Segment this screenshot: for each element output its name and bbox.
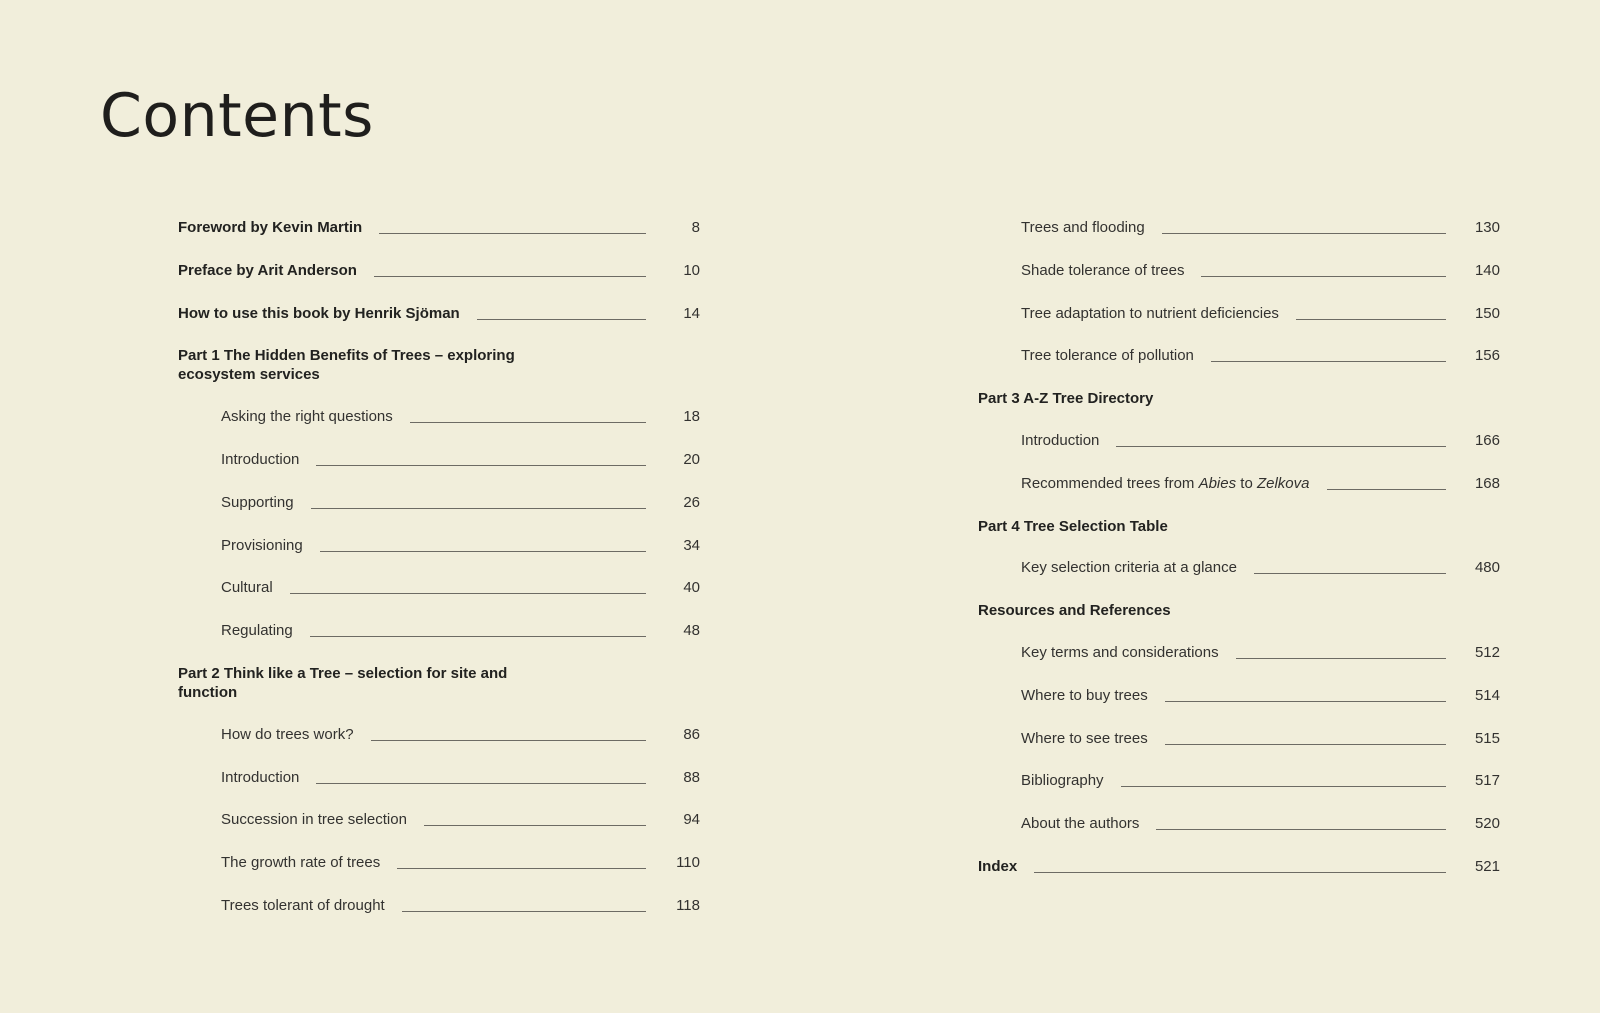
toc-leader-line [1201,275,1446,277]
page-title: Contents [100,81,374,151]
toc-page-number: 168 [1474,474,1500,492]
toc-entry-sub[interactable] [178,810,700,830]
toc-entry-label: Where to buy trees [1021,686,1148,704]
toc-entry-sub[interactable] [178,768,700,788]
toc-entry-sub[interactable] [178,493,700,513]
toc-page-number: 110 [676,854,700,872]
toc-leader-line [316,464,646,466]
toc-leader-line [1236,657,1446,659]
toc-page-number: 18 [683,408,700,426]
toc-entry-label-italic: Zelkova [1256,474,1310,492]
toc-entry-label: How do trees work? [221,725,354,743]
toc-leader-line [477,318,646,320]
toc-leader-line [402,910,646,912]
toc-leader-line [1165,743,1446,745]
toc-leader-line [316,782,646,784]
toc-page-number: 20 [683,450,700,468]
toc-leader-line [1254,572,1446,574]
toc-page-number: 94 [683,811,700,829]
toc-entry-label: Introduction [1021,431,1100,449]
toc-entry-label: Tree adaptation to nutrient deficiencies [1021,304,1279,322]
toc-page-number: 140 [1474,261,1500,279]
toc-page-number: 86 [683,725,700,743]
toc-entry-sub[interactable] [978,431,1500,451]
toc-entry-label: Cultural [221,579,273,597]
toc-leader-line [374,275,646,277]
toc-entry-main[interactable] [178,304,700,324]
toc-entry-sub[interactable] [978,729,1500,749]
toc-page-number: 88 [683,768,700,786]
toc-section-heading: Part 1 The Hidden Benefits of Trees – exploring ecosystem services [178,347,515,384]
toc-page-number: 40 [683,579,700,597]
toc-leader-line [1034,871,1446,873]
toc-entry-main[interactable] [178,261,700,281]
toc-entry-sub[interactable] [178,621,700,641]
toc-page-number: 14 [683,304,700,322]
toc-section-heading: Resources and References [978,602,1171,620]
toc-entry-sub[interactable] [178,536,700,556]
toc-entry-label [1021,474,1310,494]
toc-entry-label: About the authors [1021,815,1140,833]
toc-right-column [978,218,1500,877]
toc-entry-label: Key selection criteria at a glance [1021,559,1237,577]
toc-leader-line [320,550,646,552]
toc-page-number: 515 [1474,729,1500,747]
toc-page-number: 514 [1474,686,1500,704]
toc-entry-label: Index [978,857,1018,875]
toc-page-number: 517 [1474,772,1500,790]
toc-entry-sub[interactable] [178,407,700,427]
toc-section-heading: Part 2 Think like a Tree – selection for site and function [178,664,508,701]
toc-page-number: 118 [676,896,700,914]
toc-leader-line [310,635,646,637]
toc-entry-label: Trees and flooding [1021,219,1145,236]
toc-entry-label: Introduction [221,768,300,786]
toc-entry-label: Succession in tree selection [221,811,407,829]
toc-leader-line [1327,488,1447,490]
toc-page-number: 26 [683,493,700,511]
toc-leader-line [1121,785,1446,787]
toc-page-number: 10 [683,261,700,279]
toc-leader-line [379,232,646,234]
toc-page-number: 48 [683,622,700,640]
toc-leader-line [410,421,646,423]
toc-section-heading: Part 4 Tree Selection Table [978,517,1168,535]
toc-entry-sub[interactable] [178,896,700,916]
toc-entry-label: Provisioning [221,536,303,554]
toc-entry-sub[interactable] [978,218,1500,238]
toc-left-column [178,218,700,916]
toc-entry-label: Regulating [221,622,293,640]
toc-leader-line [1156,828,1446,830]
toc-entry-main[interactable] [978,857,1500,877]
toc-entry-label: Tree tolerance of pollution [1021,347,1194,365]
toc-entry-sub[interactable] [978,686,1500,706]
toc-entry-sub[interactable] [178,725,700,745]
toc-leader-line [1165,700,1446,702]
toc-leader-line [397,867,646,869]
toc-entry-label: Preface by Arit Anderson [178,261,357,279]
toc-entry-label-italic: Abies [1198,474,1237,492]
toc-leader-line [424,824,646,826]
toc-page-number: 156 [1474,347,1500,365]
toc-entry-sub[interactable] [178,853,700,873]
toc-entry-sub[interactable] [978,814,1500,834]
toc-entry-label: The growth rate of trees [221,854,381,872]
toc-page-number: 480 [1474,559,1500,577]
toc-entry-sub[interactable] [978,261,1500,281]
toc-entry-sub[interactable] [978,643,1500,663]
toc-page-number: 520 [1474,815,1500,833]
toc-page-number: 512 [1474,643,1500,661]
toc-page-number: 521 [1474,857,1500,875]
toc-entry-sub[interactable] [978,558,1500,578]
toc-page-number: 8 [691,219,700,236]
toc-entry-label: Trees tolerant of drought [221,896,385,914]
toc-entry-sub[interactable] [178,578,700,598]
toc-page-number: 130 [1474,219,1500,236]
toc-entry-label: Foreword by Kevin Martin [178,219,363,236]
toc-entry-label: Asking the right questions [221,408,393,426]
toc-entry-sub[interactable] [978,771,1500,791]
toc-entry-sub[interactable] [978,474,1500,494]
toc-entry-label-text: to [1236,474,1257,492]
toc-leader-line [290,592,646,594]
toc-entry-sub[interactable] [978,346,1500,366]
toc-page-number: 34 [683,536,700,554]
toc-leader-line [1211,360,1446,362]
toc-entry-label: Shade tolerance of trees [1021,261,1185,279]
toc-leader-line [311,507,646,509]
toc-section-heading: Part 3 A-Z Tree Directory [978,390,1154,408]
toc-entry-label: Supporting [221,493,294,511]
toc-entry-label: Where to see trees [1021,729,1148,747]
toc-leader-line [371,739,646,741]
toc-leader-line [1116,445,1446,447]
toc-entry-sub[interactable] [978,304,1500,324]
toc-page-number: 166 [1474,431,1500,449]
toc-page-number: 150 [1474,304,1500,322]
toc-leader-line [1296,318,1446,320]
toc-entry-label: Introduction [221,450,300,468]
toc-entry-label-text: Recommended trees from [1021,474,1199,492]
toc-entry-label: How to use this book by Henrik Sjöman [178,304,460,322]
toc-leader-line [1162,232,1446,234]
toc-entry-sub[interactable] [178,450,700,470]
toc-entry-label: Key terms and considerations [1021,643,1219,661]
toc-entry-main[interactable] [178,218,700,238]
toc-entry-label: Bibliography [1021,772,1104,790]
